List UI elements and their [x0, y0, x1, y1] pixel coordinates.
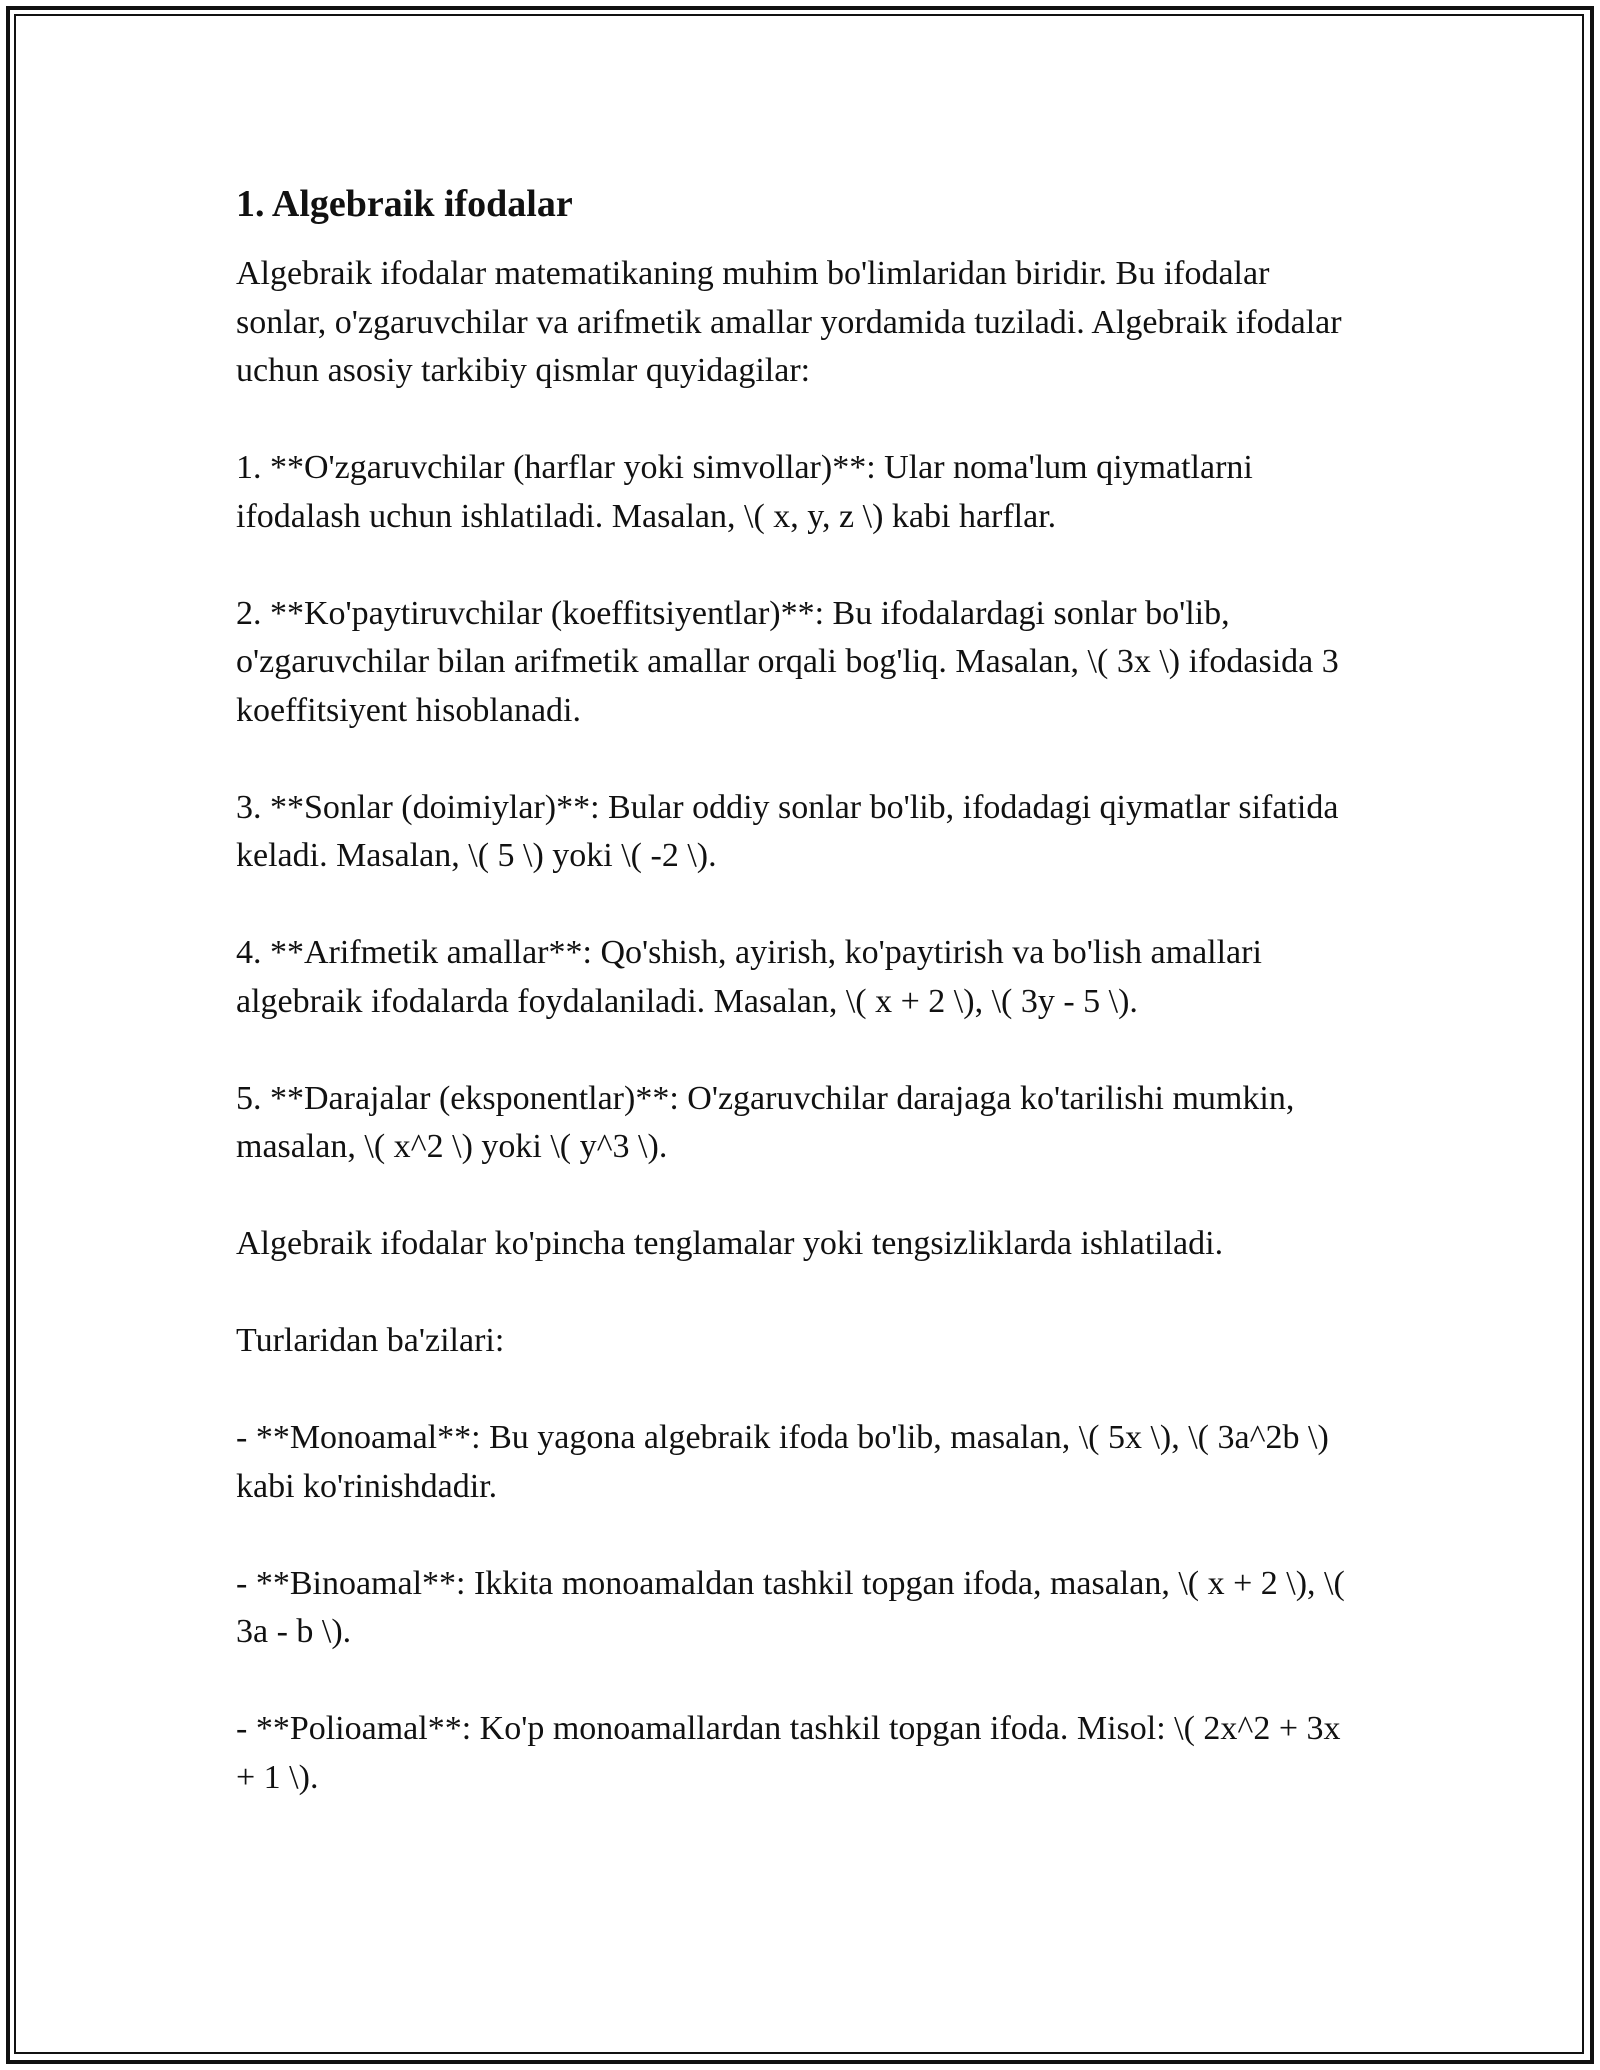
type-monomial: - **Monoamal**: Bu yagona algebraik ifoda bo'lib, masalan, \( 5x \), \( 3a^2b \) kabi ko'rinishdadir.	[236, 1419, 1329, 1505]
list-item-variables: 1. **O'zgaruvchilar (harflar yoki simvollar)**: Ular noma'lum qiymatlarni ifodalash uchun ishlatiladi. Masalan, \( x, y, z \) kabi harflar.	[236, 449, 1253, 535]
type-polynomial: - **Polioamal**: Ko'p monoamallardan tashkil topgan ifoda. Misol: \( 2x^2 + 3x + 1 \).	[236, 1710, 1341, 1796]
list-item-operations: 4. **Arifmetik amallar**: Qo'shish, ayirish, ko'paytirish va bo'lish amallari algebraik ifodalarda foydalaniladi. Masalan, \( x + 2 \), \( 3y - 5 \).	[236, 934, 1262, 1020]
types-intro: Turlaridan ba'zilari:	[236, 1322, 505, 1359]
usage-paragraph: Algebraik ifodalar ko'pincha tenglamalar yoki tengsizliklarda ishlatiladi.	[236, 1225, 1224, 1262]
list-item-coefficients: 2. **Ko'paytiruvchilar (koeffitsiyentlar)**: Bu ifodalardagi sonlar bo'lib, o'zgaruvchilar bilan arifmetik amallar orqali bog'liq. Masalan, \( 3x \) ifodasida 3 koeffitsiyent hisoblanadi.	[236, 594, 1339, 729]
list-item-exponents: 5. **Darajalar (eksponentlar)**: O'zgaruvchilar darajaga ko'tarilishi mumkin, masalan, \( x^2 \) yoki \( y^3 \).	[236, 1079, 1295, 1165]
type-binomial: - **Binoamal**: Ikkita monoamaldan tashkil topgan ifoda, masalan, \( x + 2 \), \( 3a - b \).	[236, 1564, 1345, 1650]
list-item-constants: 3. **Sonlar (doimiylar)**: Bular oddiy sonlar bo'lib, ifodadagi qiymatlar sifatida keladi. Masalan, \( 5 \) yoki \( -2 \).	[236, 788, 1339, 874]
document-body	[236, 180, 1366, 1851]
section-heading: 1. Algebraik ifodalar	[236, 183, 573, 225]
intro-paragraph: Algebraik ifodalar matematikaning muhim bo'limlaridan biridir. Bu ifodalar sonlar, o'zgaruvchilar va arifmetik amallar yordamida tuziladi. Algebraik ifodalar uchun asosiy tarkibiy qismlar quyidagilar:	[236, 255, 1342, 389]
